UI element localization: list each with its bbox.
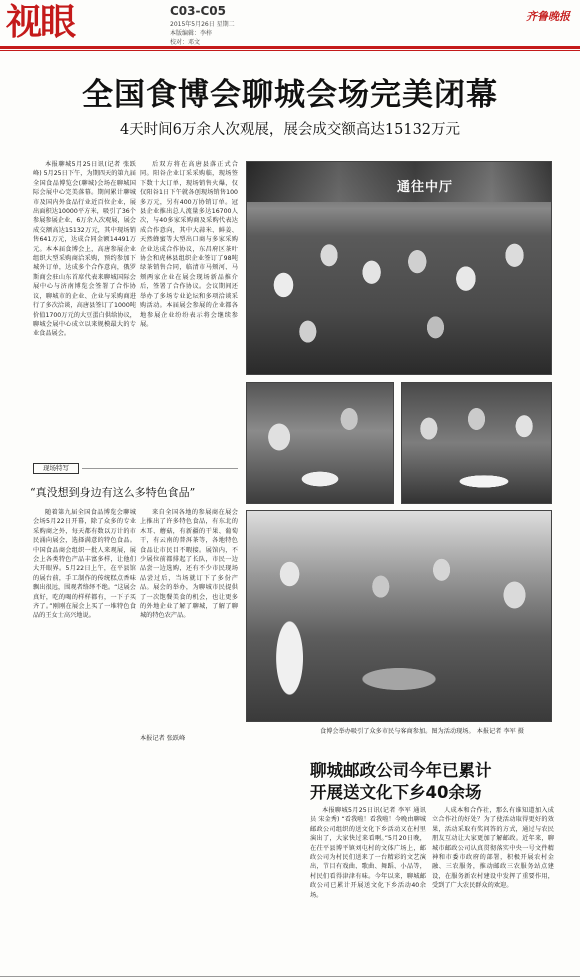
- article-text: 随着第九届全国食品博览会聊城会场5月22日开幕，除了众多的专业采购商之外，每天都有数以万计的市民涌向展会，选择满意的特色食品。中国食品商会组织一批人来观展，展会上各类特色产品丰富多样，让他们大开眼界。5月22日上午，在平县馆的展台前，手工制作的传统糕点香味飘出很远，围观者络绎不绝。“这展会真好，吃的喝的样样都有，一下子买齐了。”刚刚在展会上买了一堆特色食品的王女士高兴地说。: [33, 509, 136, 620]
- article-text: 来自全国各地的参展商在展会上推出了许多特色食品，有东北的木耳、蘑菇，有新疆的干果、葡萄干，有云南的普洱茶等，各地特色食品让市民目不暇接。展馆内，不少展位前都排起了长队，市民一边品尝一边选购，还有不少市民现场品尝过后，当场就订下了多份产品。展会的举办，为聊城市民提供了一次饱餐美食的机会，也让更多的外地企业了解了聊城，了解了聊城的特色农产品。: [140, 509, 238, 620]
- story2-headline-line2: 开展送文化下乡40余场: [310, 783, 482, 802]
- page-range: C03-C05: [170, 4, 226, 18]
- photo-crowd: [246, 161, 552, 375]
- story2-column-2: [432, 806, 554, 976]
- story2-column-1: [310, 806, 426, 976]
- photo-tasting: [246, 382, 394, 504]
- main-subhead: 4天时间6万余人次观展，展会成交额高达15132万元: [119, 122, 461, 138]
- feature-subhead: “真没想到身边有这么多特色食品”: [30, 486, 196, 499]
- article-column-4: [140, 508, 238, 746]
- edition-meta: [170, 20, 235, 47]
- article-text: 后双方将在高唐县落正式合同。阳谷企业订采采购临，现场签下数十大订单，现场销售火爆，仅仅阳谷1日下午就各创现场销售100多万元，另有400万协销订单。冠县企业推出总人流量多达16700人次，与40多家采购商及采购代表达成合作意向，其中大蒜米、鲜姜、天然蜂蜜等大型出口商与多家采购企业达成合作协议，东昌府区茶叶协会和虎林县组织企业签订了98吨绿茶销售合同，临清市马颊河、马颊两家企业在展会现场新品推介后，签署了合作协议。会议期间还举办了多场专业论坛和多项洽谈采购活动。本届展会参展的企业都各地参展企业纷纷表示将会继续参展。: [140, 161, 238, 328]
- masthead-rule: [0, 46, 580, 49]
- article-column-3: [33, 508, 136, 746]
- masthead: [0, 0, 580, 50]
- section-tag: 现场特写: [33, 463, 79, 474]
- masthead-rule-thin: [0, 50, 580, 51]
- photo-cooking-demo: [246, 510, 552, 722]
- editor-line: 本版编辑：李梓: [170, 30, 213, 37]
- photo-sign: 通往中厅: [397, 180, 454, 195]
- photo-booth: [401, 382, 552, 504]
- date-line: 2015年5月26日 星期二: [170, 21, 235, 28]
- paper-logo: 齐鲁晚报: [526, 10, 570, 23]
- article-text: 本报聊城5月25日讯(记者 张跃峰) 5月25日下午，为期四天的第九届全国食品博览会(聊城)会场在聊城国际会展中心完美落幕。期间累计聊城市及国内外食品行业近百位企业，展出面积达10000平方米，吸引了36个参展参展企业、6万余人次观展，展会成交额高达15132万元，其中现场销售641万元，达成合同金额14491万元。本本届食博会上，高唐参展企业组织大型采购商洽采购，预约参加下城外订单，达成多个合作意向，俄罗斯商会驻山东首席代表来聊城国际会展中心与济南博览会签署了合作协议，聊城市的企业、企业与采购商进行了多次洽谈，高唐县签订了1000吨价值1700万元的大豆蛋白供给协议，聊城会展中心成立以来规模最大的专业食品展会。: [33, 161, 136, 338]
- article-text: 本报聊城5月25日讯(记者 李军 通讯员 宋金秀) “看我啦！看我啦！今晚由聊城邮政公司组织的送文化下乡活动又在村里演出了，大家快过来看啊。”5月20日晚，在茌平县博平镇刘屯村的文体广场上，邮政公司为村民们送来了一台精彩的文艺演出，节目有戏曲、歌曲、舞蹈、小品等，村民们看得津津有味。今年以来，聊城邮政公司已累计开展送文化下乡活动40余场。: [310, 807, 426, 899]
- story2-headline: [310, 760, 560, 804]
- tag-divider: [82, 468, 238, 469]
- main-headline: 全国食博会聊城会场完美闭幕: [82, 77, 498, 113]
- article-column-1: [33, 160, 136, 456]
- page-bottom-rule: [0, 976, 580, 977]
- article-text: 人成本和合作社，那么有谁知道加入成立合作社的好处？为了使活动取得更好的效果，活动采取有奖问答的方式，通过与农民朋友互动让大家更加了解邮政。近年来，聊城市邮政公司认真贯彻落实中央一号文件精神和市委市政府的部署，积极开展农村金融、三农服务，推动邮政三农服务站点建设，在服务新农村建设中发挥了重要作用，受到了广大农民群众的欢迎。: [432, 807, 554, 890]
- article-column-2: [140, 160, 238, 456]
- photo-caption: 食博会举办吸引了众多市民与客商参加。图为活动现场。 本报记者 李军 摄: [320, 728, 524, 735]
- article-byline: 本报记者 张跃峰: [140, 735, 186, 742]
- story2-headline-line1: 聊城邮政公司今年已累计: [310, 761, 492, 780]
- section-name: 视眼: [6, 2, 75, 43]
- proof-line: 校对：邓文: [170, 39, 201, 46]
